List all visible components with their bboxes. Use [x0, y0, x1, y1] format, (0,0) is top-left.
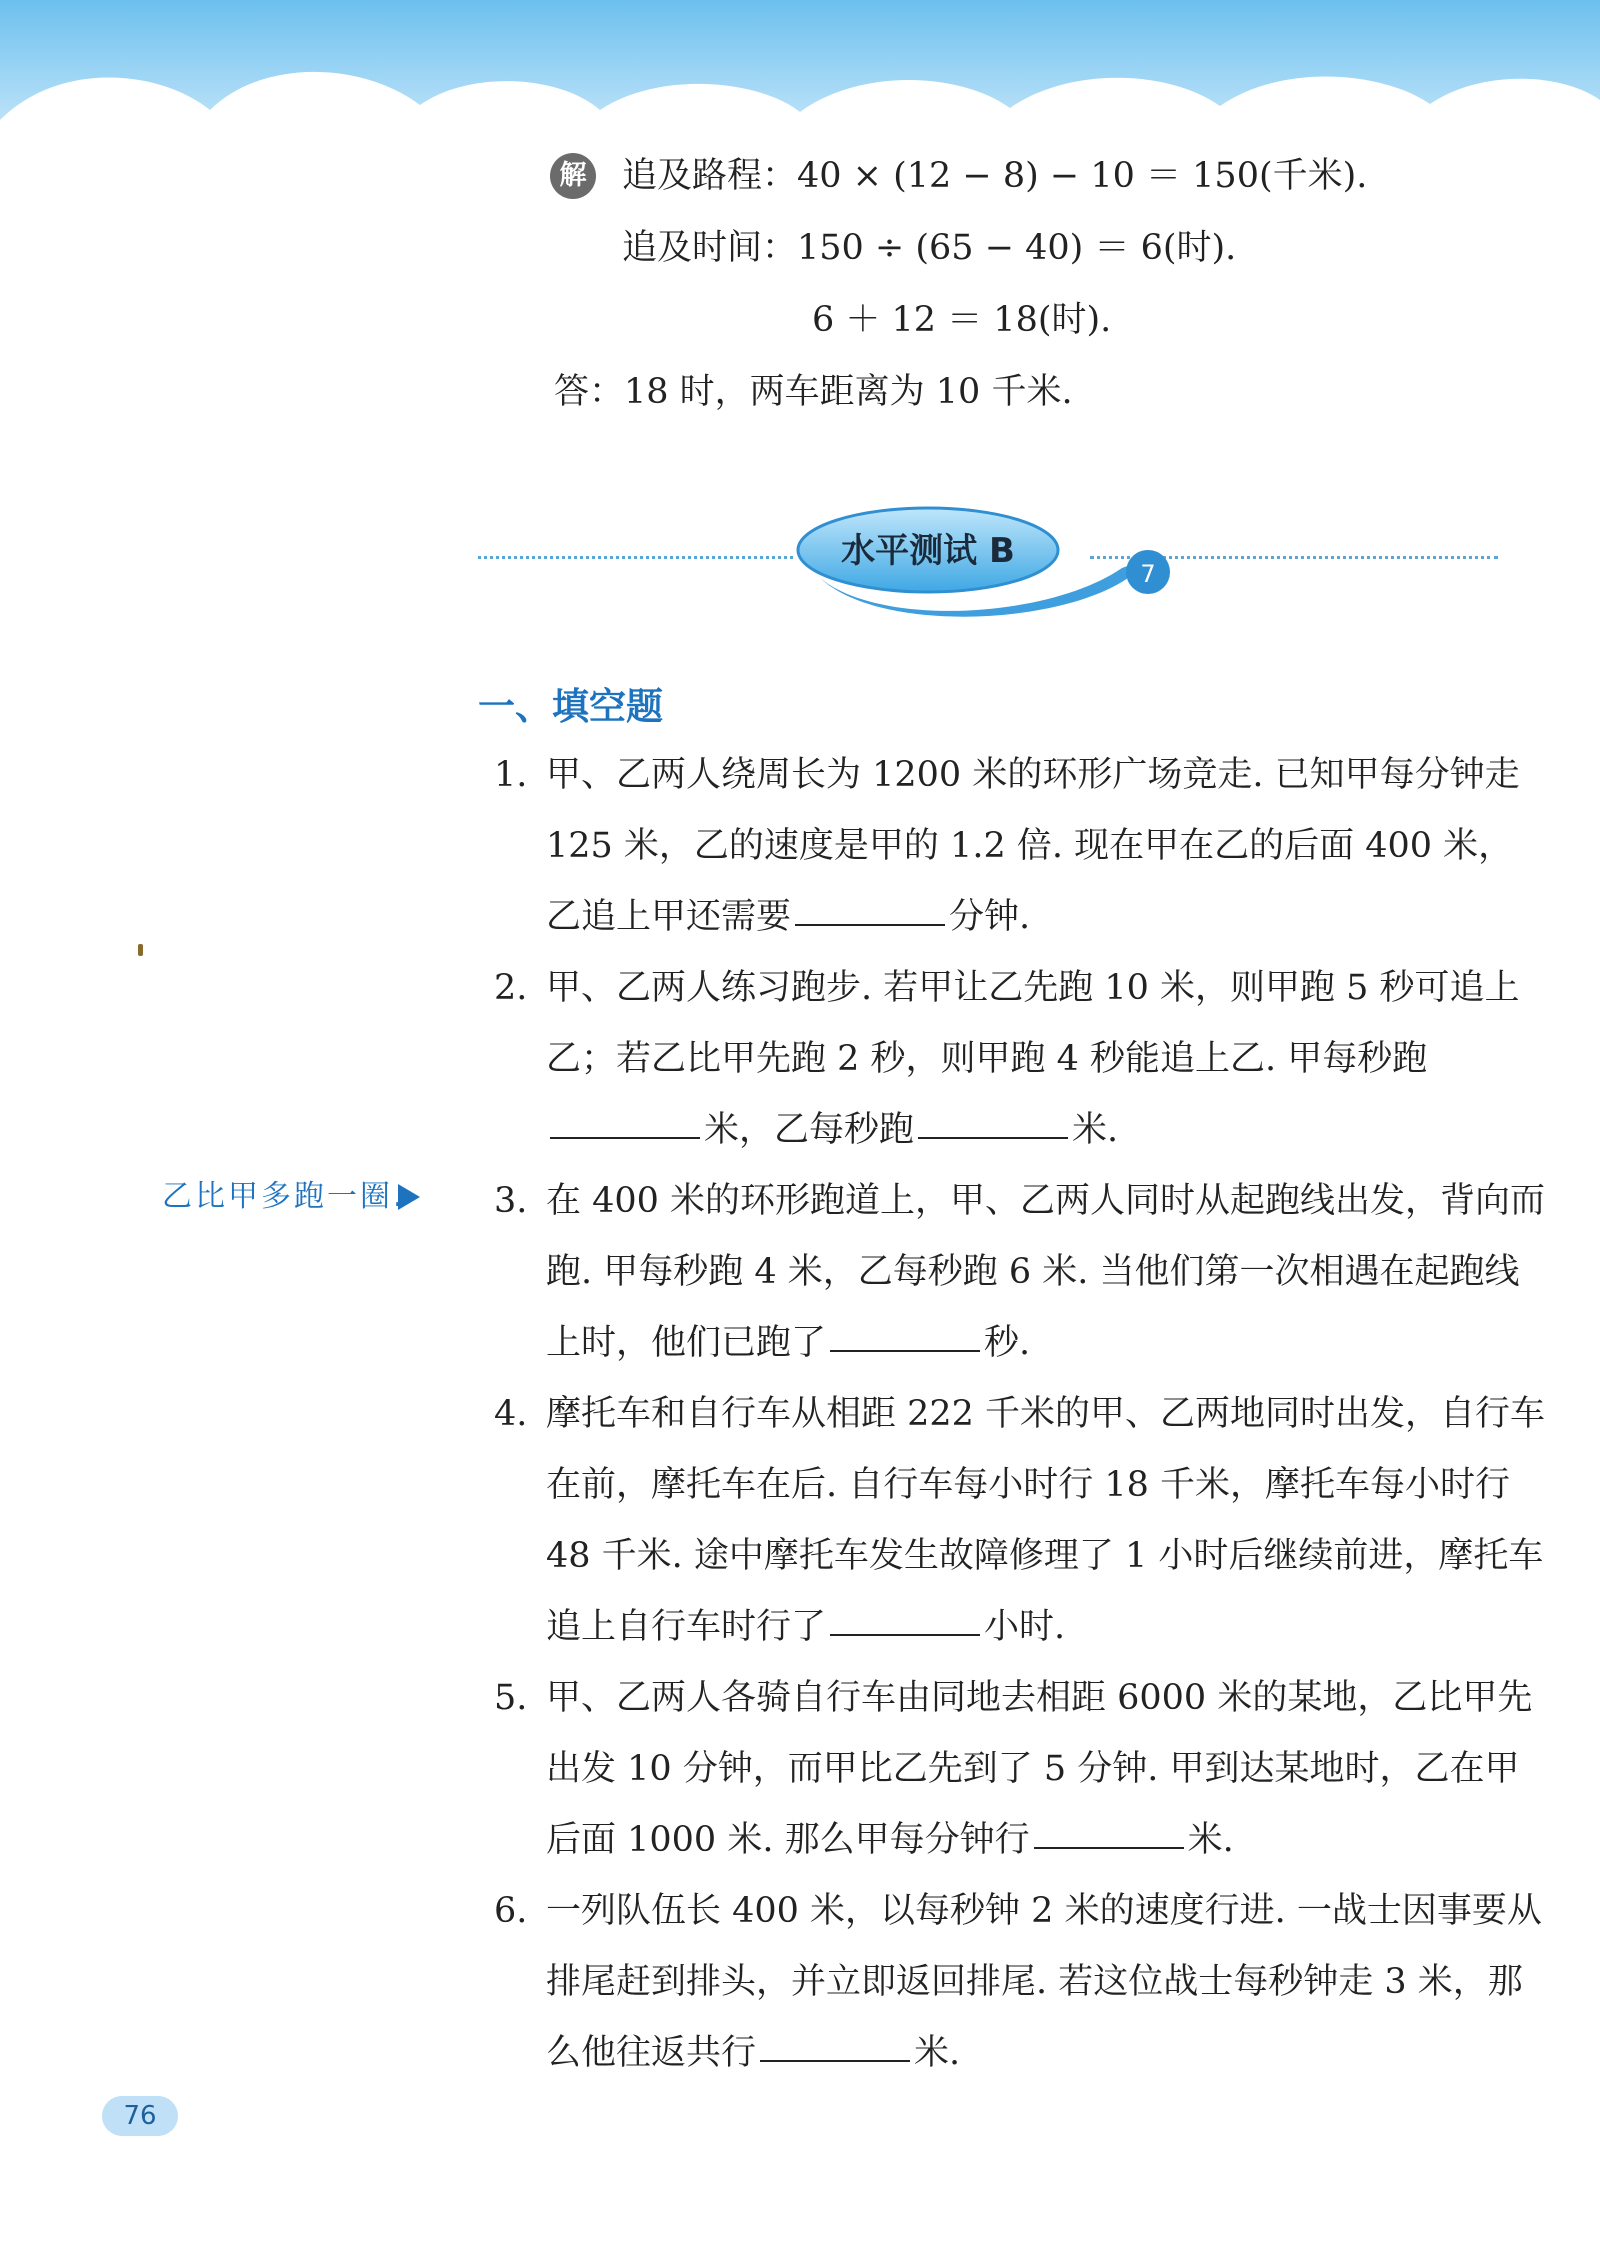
section-banner	[0, 500, 1600, 630]
solution-line-3: 6 ＋ 12 ＝ 18(时).	[812, 300, 1112, 340]
page-number: 76	[102, 2096, 178, 2136]
question-text: 在 400 米的环形跑道上，甲、乙两人同时从起跑线出发，背向而跑. 甲每秒跑 4 米，乙每秒跑 6 米. 当他们第一次相遇在起跑线上时，他们已跑了 秒.	[546, 1181, 1546, 1363]
banner-title: 水平测试 B	[841, 531, 1015, 571]
question-text: 摩托车和自行车从相距 222 千米的甲、乙两地同时出发，自行车在前，摩托车在后. 自行车每小时行 18 千米，摩托车每小时行 48 千米. 途中摩托车发生故障修理了 1 小时后继续前进，摩托车追上自行车时行了 小时.	[546, 1394, 1546, 1647]
sky-cloud-header	[0, 0, 1600, 150]
answer-blank[interactable]	[1034, 1846, 1184, 1849]
question-number: 6.	[494, 1891, 528, 1931]
question-number: 5.	[494, 1678, 528, 1718]
answer-blank[interactable]	[795, 923, 945, 926]
section-title: 一、填空题	[478, 685, 663, 728]
solution-answer: 答：18 时，两车距离为 10 千米.	[554, 372, 1073, 412]
answer-blank[interactable]	[830, 1633, 980, 1636]
answer-blank[interactable]	[760, 2059, 910, 2062]
question-number: 4.	[494, 1394, 528, 1434]
answer-blank[interactable]	[830, 1349, 980, 1352]
solution-line-1: 追及路程：40 × (12 − 8) − 10 ＝ 150(千米).	[622, 156, 1368, 196]
question-number: 1.	[494, 755, 528, 795]
solution-line-2: 追及时间：150 ÷ (65 − 40) ＝ 6(时).	[622, 228, 1237, 268]
solution-badge-icon: 解	[550, 153, 596, 199]
margin-hint: 乙比甲多跑一圈.	[162, 1179, 406, 1214]
answer-blank[interactable]	[550, 1136, 700, 1139]
question-number: 2.	[494, 968, 528, 1008]
paper-speck	[138, 944, 143, 956]
question-text: 甲、乙两人练习跑步. 若甲让乙先跑 10 米，则甲跑 5 秒可追上乙；若乙比甲先跑 2 秒，则甲跑 4 秒能追上乙. 甲每秒跑米，乙每秒跑 米.	[546, 968, 1520, 1150]
question-text: 一列队伍长 400 米，以每秒钟 2 米的速度行进. 一战士因事要从排尾赶到排头，并立即返回排尾. 若这位战士每秒钟走 3 米，那么他往返共行 米.	[546, 1891, 1542, 2073]
hint-arrow-icon	[398, 1184, 420, 1210]
question-text: 甲、乙两人各骑自行车由同地去相距 6000 米的某地，乙比甲先出发 10 分钟，而甲比乙先到了 5 分钟. 甲到达某地时，乙在甲后面 1000 米. 那么甲每分钟行 米.	[546, 1678, 1533, 1860]
question-number: 3.	[494, 1181, 528, 1221]
question-text: 甲、乙两人绕周长为 1200 米的环形广场竞走. 已知甲每分钟走 125 米，乙的速度是甲的 1.2 倍. 现在甲在乙的后面 400 米，乙追上甲还需要 分钟.	[546, 755, 1520, 937]
banner-badge-number: 7	[1140, 560, 1156, 588]
answer-blank[interactable]	[918, 1136, 1068, 1139]
